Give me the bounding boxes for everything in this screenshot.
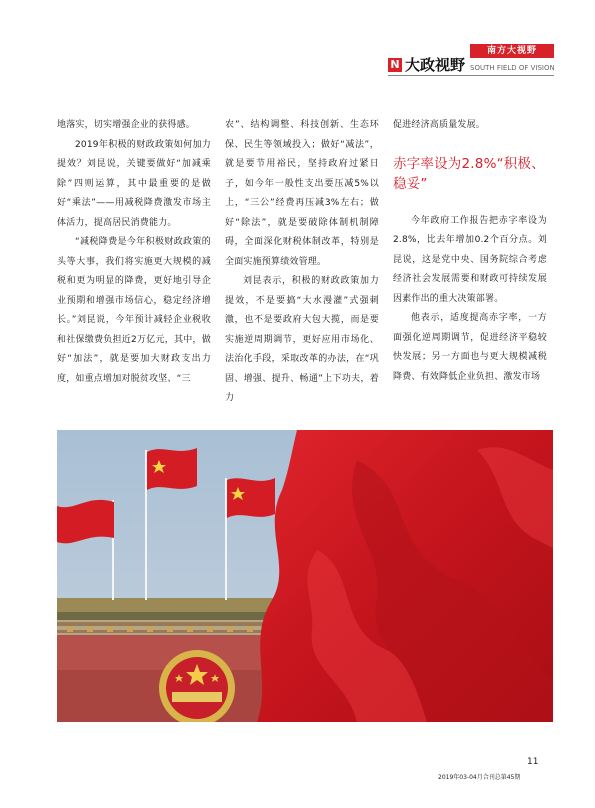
paragraph: 地落实，切实增强企业的获得感。 — [57, 120, 196, 130]
magazine-masthead — [470, 44, 554, 75]
magazine-logo-n-icon: N — [388, 58, 402, 72]
paragraph: 促进经济高质量发展。 — [393, 120, 486, 130]
paragraph: 他表示，适度提高赤字率，一方面强化逆周期调节，促进经济平稳较快发展；另一方面也与更大规模减税降费、有效降低企业负担、激发市场 — [393, 313, 547, 382]
paragraph: 今年政府工作报告把赤字率设为2.8%，比去年增加0.2个百分点。刘昆说，这是党中央、国务院综合考虑经济社会发展需要和财政可持续发展因素作出的重大决策部署。 — [393, 215, 547, 304]
section-heading: 赤字率设为2.8%“积极、稳妥” — [393, 155, 545, 192]
flag-pole — [225, 478, 227, 600]
foreground-flag — [257, 430, 553, 722]
article-photo — [57, 430, 553, 722]
paragraph: 2019年积极的财政政策如何加力提效？刘昆说，关键要做好“加减乘除”四则运算，其中最重要的是做好“乘法”——用减税降费激发市场主体活力，提高居民消费能力。 — [57, 139, 211, 228]
issue-info: 2019年03-04月合刊总第45期 — [438, 774, 521, 781]
flag-pole — [145, 450, 147, 600]
paragraph: 农”、结构调整、科技创新、生态环保、民生等领域投入；做好“减法”，就是要节用裕民，坚持政府过紧日子，如今年一般性支出要压减5%以上，“三公”经费再压减3%左右；做好“除法”，就是要破除体制机制障碍，全面深化财税体制改革，特别是全面实施预算绩效管理。 — [225, 120, 379, 267]
text-column-2 — [225, 116, 379, 409]
flag — [147, 448, 197, 490]
page-number: 11 — [527, 757, 539, 767]
magazine-tag: 南方大视野 — [470, 44, 554, 58]
text-column-1 — [57, 116, 211, 389]
text-column-3 — [393, 116, 547, 387]
header-divider — [388, 75, 554, 76]
magazine-subtitle: SOUTH FIELD OF VISION — [470, 64, 555, 72]
section-title: 大政视野 — [405, 56, 466, 74]
paragraph: “减税降费是今年积极财政政策的头等大事，我们将实施更大规模的减税和更为明显的降费，更好地引导企业预期和增强市场信心，稳定经济增长。”刘昆说，今年预计减轻企业税收和社保缴费负担近2万亿元，其中，做好“加法”，就是要加大财政支出力度，如重点增加对脱贫攻坚、“三 — [57, 237, 211, 384]
flag — [227, 478, 275, 518]
paragraph: 刘昆表示，积极的财政政策加力提效，不是要搞“大水漫灌”式强刺激，也不是要政府大包大揽，而是要实施逆周期调节，更好应用市场化、法治化手段，采取改革的办法，在“巩固、增强、提升、畅通”上下功夫，着力 — [225, 276, 379, 403]
